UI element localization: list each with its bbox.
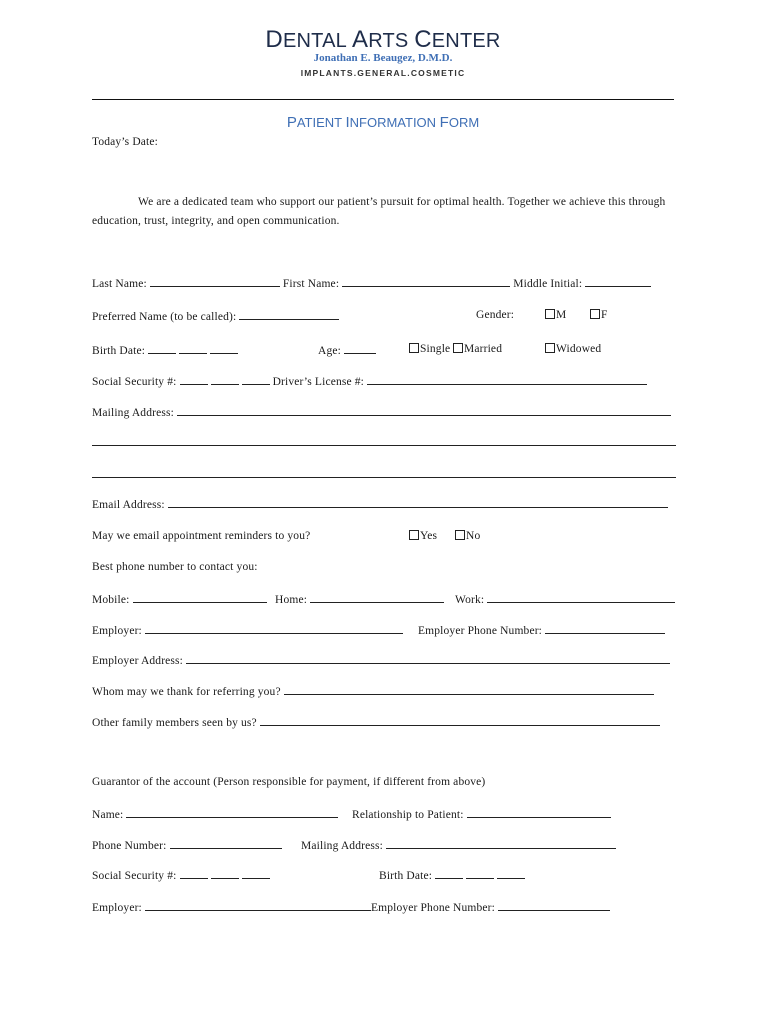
guarantor-name-field[interactable] [126, 806, 338, 818]
mailing-address-field[interactable] [177, 404, 671, 416]
gender-f-checkbox[interactable] [590, 309, 600, 319]
employer-address-row: Employer Address: [92, 652, 680, 668]
guarantor-birth-year-field[interactable] [497, 867, 525, 879]
guarantor-ssn-part2-field[interactable] [211, 867, 239, 879]
guarantor-birth-row: Birth Date: [379, 867, 525, 883]
ssn-part3-field[interactable] [242, 373, 270, 385]
mailing-address-line2-field[interactable] [92, 434, 676, 446]
gender-m-checkbox[interactable] [545, 309, 555, 319]
mobile-row: Mobile: [92, 591, 267, 607]
birth-year-field[interactable] [210, 342, 238, 354]
mailing-address-line2 [92, 434, 680, 450]
age-row: Age: [318, 342, 376, 358]
first-name-field[interactable] [342, 275, 510, 287]
home-phone-row: Home: [275, 591, 444, 607]
form-title: PATIENT INFORMATION FORM [286, 114, 480, 131]
guarantor-mailing-row: Mailing Address: [301, 837, 616, 853]
mailing-address-line3 [92, 466, 680, 482]
widowed-option[interactable]: Widowed [545, 342, 601, 356]
married-option[interactable]: Married [453, 342, 502, 356]
work-phone-row: Work: [455, 591, 675, 607]
gender-m-option[interactable]: M [545, 308, 566, 322]
preferred-name-row: Preferred Name (to be called): [92, 308, 339, 324]
guarantor-ssn-row: Social Security #: [92, 867, 270, 883]
guarantor-phone-field[interactable] [170, 837, 282, 849]
guarantor-heading: Guarantor of the account (Person responsible for payment, if different from above) [92, 776, 486, 788]
guarantor-relationship-field[interactable] [467, 806, 611, 818]
todays-date-label: Today’s Date: [92, 136, 158, 148]
clinic-name: DENTAL ARTS CENTER [265, 26, 501, 53]
guarantor-birth-month-field[interactable] [435, 867, 463, 879]
doctor-name: Jonathan E. Beaugez, D.M.D. [313, 52, 453, 64]
email-reminders-label: May we email appointment reminders to you? [92, 530, 311, 542]
mobile-field[interactable] [133, 591, 267, 603]
guarantor-employer-row: Employer: Employer Phone Number: [92, 899, 610, 915]
widowed-checkbox[interactable] [545, 343, 555, 353]
guarantor-name-row: Name: [92, 806, 338, 822]
email-row: Email Address: [92, 496, 680, 512]
birth-date-row: Birth Date: [92, 342, 238, 358]
ssn-license-row: Social Security #: Driver’s License #: [92, 373, 680, 389]
employer-row: Employer: [92, 622, 403, 638]
ssn-part1-field[interactable] [180, 373, 208, 385]
email-yes-checkbox[interactable] [409, 530, 419, 540]
guarantor-employer-field[interactable] [145, 899, 371, 911]
guarantor-phone-row: Phone Number: [92, 837, 282, 853]
employer-phone-row: Employer Phone Number: [418, 622, 665, 638]
drivers-license-field[interactable] [367, 373, 647, 385]
intro-paragraph: We are a dedicated team who support our patient’s pursuit for optimal health. Together we achieve this through education, trust, integrity, and open communication. [92, 196, 666, 227]
employer-phone-field[interactable] [545, 622, 665, 634]
guarantor-relationship-row: Relationship to Patient: [352, 806, 611, 822]
email-yes-option[interactable]: Yes [409, 529, 437, 543]
gender-label: Gender: [476, 309, 515, 321]
best-phone-label: Best phone number to contact you: [92, 561, 258, 573]
family-members-row: Other family members seen by us? [92, 714, 680, 730]
todays-date-row [92, 135, 680, 149]
gender-f-option[interactable]: F [590, 308, 608, 322]
family-members-field[interactable] [260, 714, 660, 726]
mailing-address-line3-field[interactable] [92, 466, 676, 478]
email-address-field[interactable] [168, 496, 668, 508]
guarantor-employer-phone-field[interactable] [498, 899, 610, 911]
guarantor-ssn-part3-field[interactable] [242, 867, 270, 879]
tagline: IMPLANTS.GENERAL.COSMETIC [300, 68, 466, 78]
work-phone-field[interactable] [487, 591, 675, 603]
married-checkbox[interactable] [453, 343, 463, 353]
birth-day-field[interactable] [179, 342, 207, 354]
preferred-name-field[interactable] [239, 308, 339, 320]
guarantor-birth-day-field[interactable] [466, 867, 494, 879]
mailing-address-row: Mailing Address: [92, 404, 680, 420]
single-checkbox[interactable] [409, 343, 419, 353]
referral-field[interactable] [284, 683, 654, 695]
guarantor-mailing-field[interactable] [386, 837, 616, 849]
name-row: Last Name: First Name: Middle Initial: [92, 275, 680, 291]
header-divider [92, 99, 674, 100]
single-option[interactable]: Single [409, 342, 450, 356]
home-phone-field[interactable] [310, 591, 444, 603]
ssn-part2-field[interactable] [211, 373, 239, 385]
employer-address-field[interactable] [186, 652, 670, 664]
last-name-field[interactable] [150, 275, 280, 287]
email-no-checkbox[interactable] [455, 530, 465, 540]
guarantor-ssn-part1-field[interactable] [180, 867, 208, 879]
referral-row: Whom may we thank for referring you? [92, 683, 680, 699]
employer-field[interactable] [145, 622, 403, 634]
email-no-option[interactable]: No [455, 529, 480, 543]
middle-initial-field[interactable] [585, 275, 651, 287]
age-field[interactable] [344, 342, 376, 354]
birth-month-field[interactable] [148, 342, 176, 354]
